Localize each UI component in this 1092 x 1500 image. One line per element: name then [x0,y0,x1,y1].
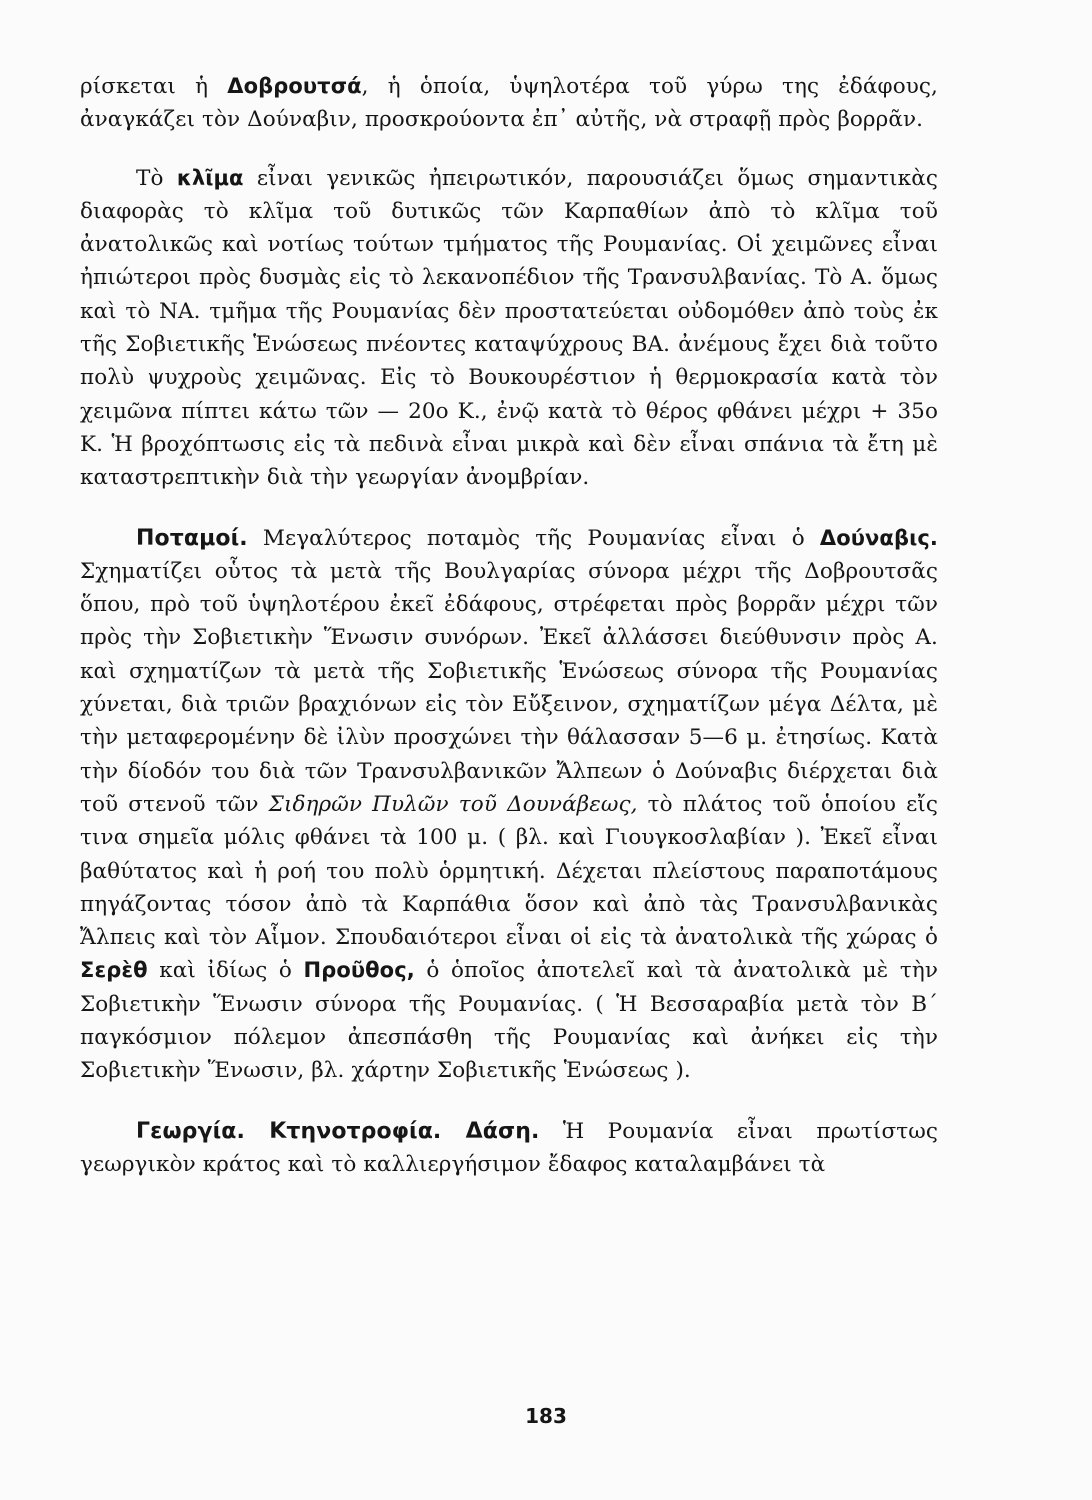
text-run: Τὸ [136,165,177,191]
bold-term-siret: Σερὲθ [80,958,148,983]
text-run: ὁ ὁποῖος ἀποτελεῖ καὶ τὰ ἀνατολικὰ μὲ τὴν Σοβιετικὴν Ἕνωσιν σύνορα τῆς Ρουμανίας. ( Ἡ Βεσσαραβία μετὰ τὸν Β΄ παγκόσμιον πόλεμον ἀπεσπάσθη τῆς Ρουμανίας καὶ ἀνήκει εἰς τὴν Σοβιετικὴν Ἕνωσιν, βλ. χάρτην Σοβιετικῆς Ἑνώσεως ). [80,958,938,1084]
text-run: , ἡ ὁποία, ὑψηλοτέρα τοῦ γύρω της ἐδάφους, ἀναγκάζει τὸν Δούναβιν, προσκρούοντα ἐπ᾽ αὐτῆς, νὰ στραφῇ πρὸς βορρᾶν. [80,74,938,133]
bold-term-climate: κλῖμα [176,165,244,190]
section-heading-agriculture: Γεωργία. Κτηνοτροφία. Δάση. [136,1118,540,1144]
paragraph-dobrogea [80,70,938,137]
paragraph-climate [80,162,938,495]
text-run: Μεγαλύτερος ποταμὸς τῆς Ρουμανίας εἶναι ὁ [247,525,820,551]
italic-term-iron-gates: Σιδηρῶν Πυλῶν τοῦ Δουνάβεως, [268,791,638,817]
text-run: ρίσκεται ἡ [80,74,228,99]
section-heading-rivers: Ποταμοί. [136,525,248,551]
bold-term-dobrogea: Δοβρουτσά [227,74,362,98]
page-body [80,70,938,1181]
text-run: καὶ ἰδίως ὁ [147,958,304,984]
paragraph-rivers [80,522,938,1088]
text-run: Σχηματίζει οὗτος τὰ μετὰ τῆς Βουλγαρίας σύνορα μέχρι τῆς Δοβρουτσᾶς ὅπου, πρὸ τοῦ ὑψηλοτέρου ἐκεῖ ἐδάφους, στρέφεται πρὸς βορρᾶν μέχρι τῶν πρὸς τὴν Σοβιετικὴν Ἕνωσιν συνόρων. Ἐκεῖ ἀλλάσσει διεύθυνσιν πρὸς Α. καὶ σχηματίζων τὰ μετὰ τῆς Σοβιετικῆς Ἑνώσεως σύνορα τῆς Ρουμανίας χύνεται, διὰ τριῶν βραχιόνων εἰς τὸν Εὔξεινον, σχηματίζων μέγα Δέλτα, μὲ τὴν μεταφερομένην δὲ ἰλὺν προσχώνει τὴν θάλασσαν 5—6 μ. ἐτησίως. Κατὰ τὴν δίοδόν του διὰ τῶν Τρανσυλβανικῶν Ἄλπεων ὁ Δούναβις διέρχεται διὰ τοῦ στενοῦ τῶν [80,558,938,817]
text-run: Ἡ Ρουμανία εἶναι πρωτίστως γεωργικὸν κράτος καὶ τὸ καλλιεργήσιμον ἔδαφος καταλαμβάνει τὰ [80,1118,939,1177]
bold-term-prut: Προῦθος, [303,958,415,983]
paragraph-agriculture [80,1115,938,1182]
page-number: 183 [525,1404,567,1428]
text-run: τὸ πλάτος τοῦ ὁποίου εἴς τινα σημεῖα μόλις φθάνει τὰ 100 μ. ( βλ. καὶ Γιουγκοσλαβίαν ). Ἐκεῖ εἶναι βαθύτατος καὶ ἡ ροή του πολὺ ὁρμητική. Δέχεται πλείστους παραποτάμους πηγάζοντας τόσον ἀπὸ τὰ Καρπάθια ὅσον καὶ ἀπὸ τὰς Τρανσυλβανικὰς Ἄλπεις καὶ τὸν Αἷμον. Σπουδαιότεροι εἶναι οἱ εἰς τὰ ἀνατολικὰ τῆς χώρας ὁ [80,791,938,951]
text-run: εἶναι γενικῶς ἠπειρωτικόν, παρουσιάζει ὅμως σημαντικὰς διαφορὰς τὸ κλῖμα τοῦ δυτικῶς τῶν Καρπαθίων ἀπὸ τὸ κλῖμα τοῦ ἀνατολικῶς καὶ νοτίως τούτων τμήματος τῆς Ρουμανίας. Οἱ χειμῶνες εἶναι ἠπιώτεροι πρὸς δυσμὰς εἰς τὸ λεκανοπέδιον τῆς Τρανσυλβανίας. Τὸ Α. ὅμως καὶ τὸ ΝΑ. τμῆμα τῆς Ρουμανίας δὲν προστατεύεται οὐδομόθεν ἀπὸ τοὺς ἐκ τῆς Σοβιετικῆς Ἑνώσεως πνέοντες καταψύχρους ΒΑ. ἀνέμους ἔχει διὰ τοῦτο πολὺ ψυχροὺς χειμῶνας. Εἰς τὸ Βουκουρέστιον ἡ θερμοκρασία κατὰ τὸν χειμῶνα πίπτει κάτω τῶν — 20ο Κ., ἐνῷ κατὰ τὸ θέρος φθάνει μέχρι + 35ο Κ. Ἡ βροχόπτωσις εἰς τὰ πεδινὰ εἶναι μικρὰ καὶ δὲν εἶναι σπάνια τὰ ἔτη μὲ καταστρεπτικὴν διὰ τὴν γεωργίαν ἀνομβρίαν. [80,165,938,491]
bold-term-danube: Δούναβις. [819,525,938,550]
